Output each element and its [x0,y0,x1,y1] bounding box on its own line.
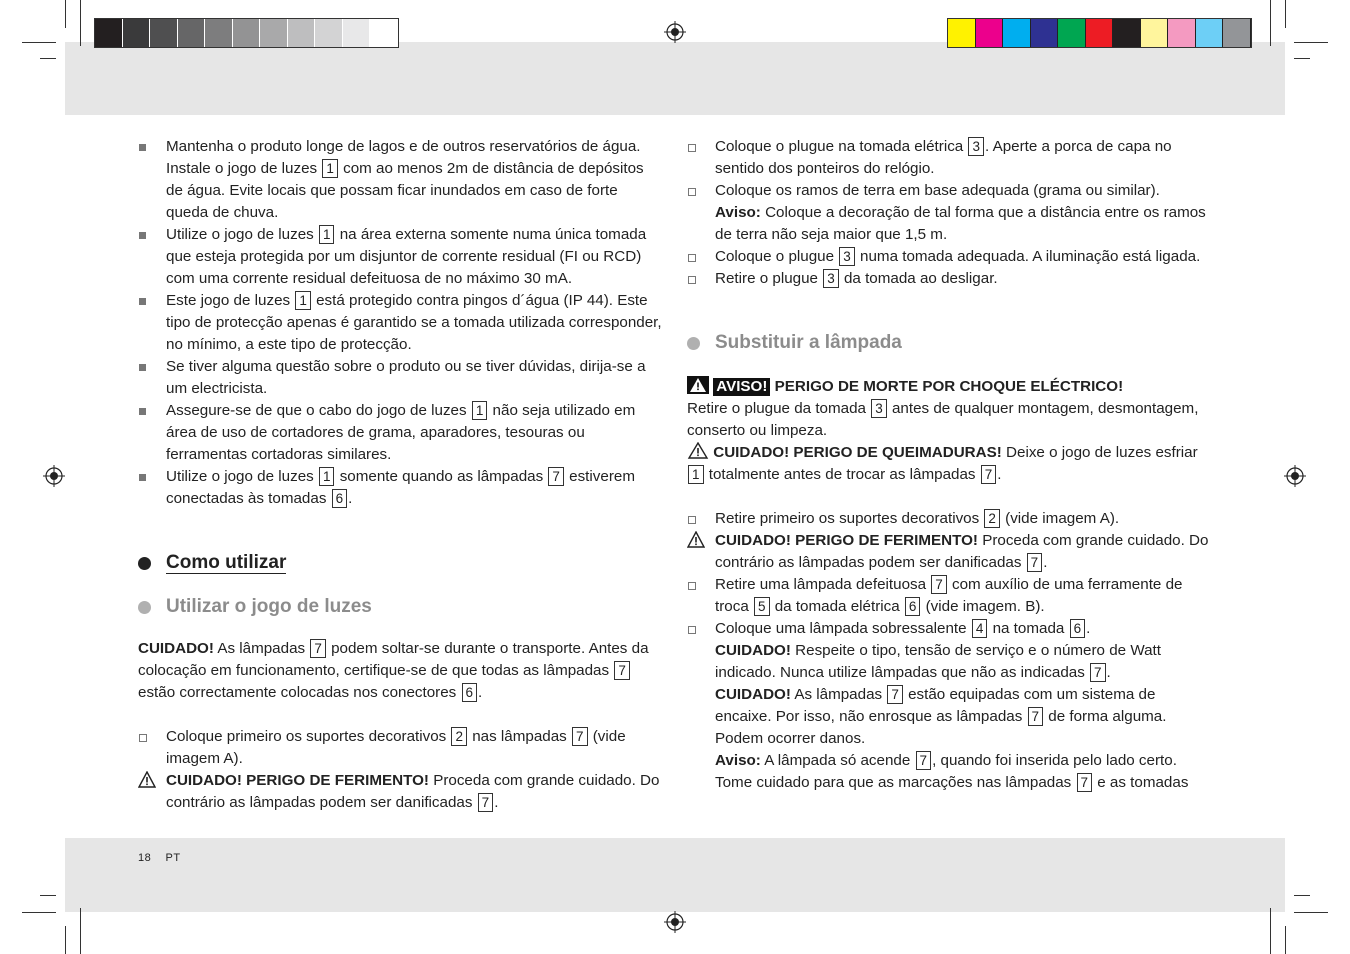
body-text: (vide imagem. B). [921,598,1045,615]
body-text: Respeite o tipo, tensão de serviço e o número de Watt indicado. Nunca utilize lâmpadas que não as indicadas [715,642,1161,681]
bullet-text: Se tiver alguma questão sobre o produto ou se tiver dúvidas, dirija-se a um electricista. [166,358,646,397]
body-text: Assegure-se de que o cabo do jogo de luzes [166,402,471,419]
caution-label: Aviso: [715,752,761,769]
body-text: estão correctamente colocadas nos conectores [138,684,461,701]
registration-mark-icon [664,21,686,43]
body-text: com auxílio de uma ferramente de troca [715,576,1183,615]
step-item [138,726,664,770]
body-text: As lâmpadas [213,640,310,657]
caution-label: CUIDADO! PERIGO DE FERIMENTO! [715,532,978,549]
step-item [687,136,1213,180]
body-text: Deixe o jogo de luzes esfriar [1001,444,1198,461]
burn-warning [687,442,1213,486]
gray-swatch [260,19,288,47]
body-text: Coloque o plugue [715,248,839,265]
body-text: . [1086,620,1091,637]
step-item [687,246,1213,268]
body-text: podem soltar-se durante o transporte. Antes da colocação em funcionamento, certifique-se de que todas as lâmpadas [138,640,649,679]
part-reference-number: 1 [688,465,704,484]
body-text: Retire o plugue [715,270,823,287]
language-code: PT [165,852,181,864]
body-text: e as tomadas [1093,774,1189,791]
color-swatch [1196,19,1224,47]
part-reference-number: 1 [295,291,311,310]
color-swatch [1141,19,1169,47]
warning-item [687,530,1213,574]
safety-bullet [138,290,664,356]
body-text: (vide imagem A). [166,728,626,767]
crop-mark [65,926,66,954]
section-heading-utilizar-jogo: Utilizar o jogo de luzes [138,594,664,620]
part-reference-number: 6 [905,597,921,616]
part-reference-number: 3 [839,247,855,266]
registration-mark-icon [43,465,65,487]
crop-mark [1294,58,1310,59]
registration-mark-icon [1284,465,1306,487]
part-reference-number: 7 [478,793,494,812]
body-text: Utilize o jogo de luzes [166,226,318,243]
body-text: com ao menos 2m de distância de depósitos de água. Evite locais que possam ficar inundados em caso de forte queda de chuva. [166,160,644,221]
body-text: Retire uma lâmpada defeituosa [715,576,931,593]
warning-triangle-icon [138,771,156,788]
crop-mark [65,0,66,28]
crop-mark [80,0,81,46]
body-text: na área externa somente numa única tomada que esteja protegida por um disjuntor de corrente residual (FI ou RCD) com uma corrente residual defeituosa de no máximo 30 mA. [166,226,647,287]
crop-mark [1285,0,1286,28]
gray-swatch [205,19,233,47]
gray-swatch [150,19,178,47]
part-reference-number: 7 [1028,707,1044,726]
part-reference-number: 7 [548,467,564,486]
body-text: totalmente antes de trocar as lâmpadas [704,466,980,483]
part-reference-number: 1 [319,467,335,486]
body-text: . [478,684,483,701]
part-reference-number: 3 [823,269,839,288]
step-item [687,180,1213,246]
body-text: (vide imagem A). [1000,510,1120,527]
section-heading-como-utilizar: Como utilizar [138,550,664,576]
body-text: estiverem conectadas às tomadas [166,468,635,507]
warning-title: PERIGO DE MORTE POR CHOQUE ELÉCTRICO! [770,378,1124,395]
step-item [687,268,1213,290]
body-text: da tomada ao desligar. [839,270,998,287]
part-reference-number: 7 [1027,553,1043,572]
body-text: Mantenha o produto longe de lagos e de outros reservatórios de água. Instale o jogo de luzes [166,138,641,177]
crop-mark [1285,926,1286,954]
color-swatch [1223,19,1251,47]
body-text: . [1043,554,1048,571]
gray-swatch [370,19,398,47]
crop-mark [40,895,56,896]
color-calibration-bar [947,18,1252,48]
part-reference-number: 4 [972,619,988,638]
step-text: Coloque a decoração de tal forma que a distância entre os ramos de terra não seja maior que 1,5 m. [715,204,1206,243]
part-reference-number: 7 [614,661,630,680]
part-reference-number: 7 [1090,663,1106,682]
body-text: antes de qualquer montagem, desmontagem, conserto ou limpeza. [687,400,1199,439]
color-swatch [1168,19,1196,47]
registration-mark-icon [664,911,686,933]
caution-paragraph [138,638,664,704]
body-text: . [1106,664,1111,681]
part-reference-number: 2 [451,727,467,746]
crop-mark [80,908,81,954]
body-text: . [494,794,499,811]
warning-text [687,398,1213,442]
part-reference-number: 1 [322,159,338,178]
body-text: . Aperte a porca de capa no sentido dos ponteiros do relógio. [715,138,1172,177]
section-heading-substituir: Substituir a lâmpada [687,330,1213,356]
body-text: não seja utilizado em área de uso de cortadores de grama, aparadores, tesouras ou ferramentas cortadoras similares. [166,402,636,463]
body-text: nas lâmpadas [468,728,571,745]
footer-band [65,838,1285,912]
body-text: somente quando as lâmpadas [335,468,548,485]
body-text: Coloque primeiro os suportes decorativos [166,728,451,745]
aviso-badge: AVISO! [713,378,770,396]
part-reference-number: 6 [332,489,348,508]
caution-label: CUIDADO! [138,640,214,657]
part-reference-number: 7 [310,639,326,658]
safety-bullet [138,224,664,290]
body-text: estão equipadas com um sistema de encaixe. Por isso, não enrosque as lâmpadas [715,686,1156,725]
part-reference-number: 6 [1070,619,1086,638]
caution-label: CUIDADO! PERIGO DE QUEIMADURAS! [713,444,1002,461]
crop-mark [1270,908,1271,954]
part-reference-number: 3 [871,399,887,418]
crop-mark [1294,42,1328,43]
crop-mark [22,912,56,913]
crop-mark [1294,912,1328,913]
crop-mark [1270,0,1271,46]
gray-swatch [233,19,261,47]
safety-bullet [138,136,664,224]
color-swatch [976,19,1004,47]
body-text: da tomada elétrica [770,598,904,615]
part-reference-number: 7 [981,465,997,484]
body-text: Proceda com grande cuidado. Do contrário as lâmpadas podem ser danificadas [166,772,660,811]
notice-label: Aviso: [715,204,761,221]
caution-label: CUIDADO! PERIGO DE FERIMENTO! [166,772,429,789]
body-text: . [348,490,353,507]
warning-triangle-icon [687,376,709,394]
body-text: numa tomada adequada. A iluminação está ligada. [855,248,1201,265]
gray-swatch [343,19,371,47]
part-reference-number: 1 [319,225,335,244]
part-reference-number: 6 [462,683,478,702]
part-reference-number: 3 [968,137,984,156]
part-reference-number: 7 [887,685,903,704]
color-swatch [1003,19,1031,47]
header-band [65,42,1285,115]
warning-item [138,770,664,814]
body-text: , quando foi inserida pelo lado certo. Tome cuidado para que as marcações nas lâmpadas [715,752,1177,791]
crop-mark [1294,895,1310,896]
safety-bullet [138,466,664,510]
color-swatch [1058,19,1086,47]
step-item [687,574,1213,618]
body-text: Retire primeiro os suportes decorativos [715,510,984,527]
safety-bullet [138,400,664,466]
body-text: Proceda com grande cuidado. Do contrário as lâmpadas podem ser danificadas [715,532,1209,571]
safety-bullet [138,356,664,400]
body-text: está protegido contra pingos d´água (IP 44). Este tipo de protecção apenas é garantido se a tomada utilizada corresponder, no mínimo, a este tipo de protecção. [166,292,662,353]
page-footer [138,852,181,864]
part-reference-number: 7 [931,575,947,594]
color-swatch [1113,19,1141,47]
body-text: Este jogo de luzes [166,292,295,309]
part-reference-number: 7 [916,751,932,770]
step-item [687,618,1213,794]
right-column [687,136,1213,794]
body-text: Utilize o jogo de luzes [166,468,318,485]
step-text: Coloque os ramos de terra em base adequada (grama ou similar). [715,182,1160,199]
part-reference-number: 7 [572,727,588,746]
part-reference-number: 5 [754,597,770,616]
warning-triangle-icon [687,531,705,548]
color-swatch [1086,19,1114,47]
gray-swatch [123,19,151,47]
body-text: de forma alguma. Podem ocorrer danos. [715,708,1167,747]
body-text: Coloque o plugue na tomada elétrica [715,138,968,155]
body-text: . [997,466,1002,483]
color-swatch [1031,19,1059,47]
page-number: 18 [138,852,152,864]
electric-warning [687,376,1213,398]
left-column [138,136,664,814]
part-reference-number: 2 [984,509,1000,528]
warning-triangle-icon [687,442,709,459]
caution-label: CUIDADO! [715,686,791,703]
body-text: Coloque uma lâmpada sobressalente [715,620,971,637]
body-text: A lâmpada só acende [760,752,915,769]
gray-swatch [315,19,343,47]
caution-label: CUIDADO! [715,642,791,659]
grayscale-calibration-bar [94,18,399,48]
gray-swatch [178,19,206,47]
crop-mark [40,58,56,59]
step-item [687,508,1213,530]
body-text: As lâmpadas [790,686,887,703]
crop-mark [22,42,56,43]
color-swatch [948,19,976,47]
body-text: na tomada [988,620,1069,637]
gray-swatch [288,19,316,47]
part-reference-number: 7 [1077,773,1093,792]
part-reference-number: 1 [472,401,488,420]
gray-swatch [95,19,123,47]
body-text: Retire o plugue da tomada [687,400,871,417]
